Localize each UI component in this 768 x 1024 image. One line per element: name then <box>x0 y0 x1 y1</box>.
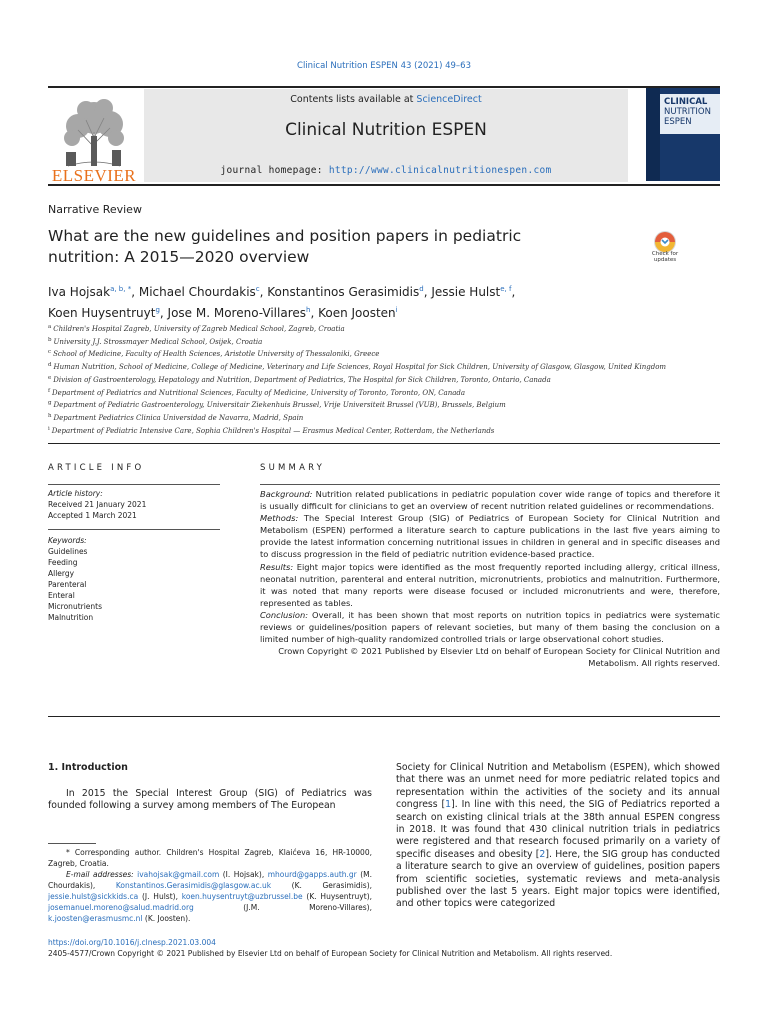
affiliation-item <box>48 322 708 335</box>
affiliation-key: h <box>48 412 52 419</box>
author-name: Jose M. Moreno-Villares <box>167 306 306 320</box>
affiliation-item <box>48 360 708 373</box>
email-owner: (M. Chourdakis), <box>48 870 373 890</box>
affiliation-item <box>48 411 708 424</box>
summary-background <box>260 488 720 512</box>
corresponding-author: * Corresponding author. Children's Hospital Zagreb, Klaićeva 16, HR-10000, Zagreb, Croatia. <box>48 848 372 868</box>
email-link[interactable]: josemanuel.moreno@salud.madrid.org <box>48 903 194 912</box>
affiliation-item <box>48 424 708 437</box>
author-name: Koen Joosten <box>318 306 396 320</box>
keyword-item: Feeding <box>48 558 78 567</box>
author-affiliation-marker[interactable]: c <box>255 285 260 293</box>
author-affiliation-marker[interactable]: d <box>419 285 424 293</box>
email-addresses <box>48 869 372 924</box>
intro-right-part-c: ]. Here, the SIG group has conducted a literature search to give an overview of guidelines, position papers from scientific societies, systematic reviews and meta-analysis published over the last 5 years. Eight major topics were identified, and other topics were categorized <box>396 848 720 910</box>
background-text: Nutrition related publications in pediatric population cover wide range of topics and therefore it is usually difficult for clinicians to get an overview of recent nutrition related guidelines or recommendations. <box>260 489 720 512</box>
author-separator: , <box>259 285 268 299</box>
journal-homepage-line <box>144 165 628 176</box>
affiliation-key: g <box>48 400 52 407</box>
email-link[interactable]: ivahojsak@gmail.com <box>137 870 220 879</box>
article-info-heading: ARTICLE INFO <box>48 463 145 473</box>
author-name: Jessie Hulst <box>431 285 501 299</box>
received-date: Received 21 January 2021 <box>48 500 147 509</box>
affiliation-text: Department Pediatrics Clinica Universidad de Navarra, Madrid, Spain <box>53 413 304 422</box>
journal-homepage-link[interactable]: http://www.clinicalnutritionespen.com <box>328 165 552 176</box>
issn-copyright: 2405-4577/Crown Copyright © 2021 Published by Elsevier Ltd on behalf of European Society for Clinical Nutrition and Metabolism. All rights reserved. <box>48 949 613 958</box>
author-list <box>48 280 648 322</box>
article-info-rule <box>48 484 220 485</box>
author-name: Koen Huysentruyt <box>48 306 156 320</box>
summary-heading: SUMMARY <box>260 463 326 473</box>
header-top-rule <box>48 86 720 88</box>
cover-title-line1: CLINICAL <box>664 97 708 107</box>
keyword-item: Guidelines <box>48 547 88 556</box>
email-owner: (J.M. Moreno-Villares), <box>193 903 372 912</box>
affiliation-key: f <box>48 387 51 394</box>
article-info-top-rule <box>48 443 720 444</box>
history-label: Article history: <box>48 489 103 498</box>
email-owner: (I. Hojsak), <box>219 870 268 879</box>
author-separator: , <box>159 306 168 320</box>
author-affiliation-marker[interactable]: g <box>155 306 160 314</box>
affiliation-text: School of Medicine, Faculty of Health Sciences, Aristotle University of Thessaloniki, Greece <box>53 350 380 359</box>
doi-link[interactable]: https://doi.org/10.1016/j.clnesp.2021.03.004 <box>48 938 216 947</box>
corresponding-author-footnote <box>48 847 372 924</box>
author-separator: , <box>423 285 432 299</box>
email-link[interactable]: jessie.hulst@sickkids.ca <box>48 892 139 901</box>
affiliation-key: c <box>48 349 52 356</box>
email-owner: (K. Joosten). <box>142 914 191 923</box>
affiliation-text: University J.J. Strossmayer Medical School, Osijek, Croatia <box>53 337 263 346</box>
affiliation-text: Department of Pediatric Intensive Care, Sophia Children's Hospital — Erasmus Medical Center, Rotterdam, the Netherlands <box>51 426 495 435</box>
author-affiliation-marker[interactable]: a, b, * <box>110 285 132 293</box>
author-affiliation-marker[interactable]: h <box>306 306 311 314</box>
email-owner: (K. Gerasimidis), <box>271 881 372 890</box>
email-label: E-mail addresses: <box>66 870 134 879</box>
author-name: Konstantinos Gerasimidis <box>267 285 420 299</box>
affiliation-text: Department of Pediatrics and Nutritional Sciences, Faculty of Medicine, University of Toronto, Toronto, ON, Canada <box>52 388 466 397</box>
summary-methods <box>260 512 720 560</box>
keywords-rule <box>48 529 220 530</box>
methods-text: The Special Interest Group (SIG) of Pediatrics of European Society for Clinical Nutrition and Metabolism (ESPEN) performed a literature search to capture publications in the last five years aiming to provide the latest information concerning nutritional issues in children in general and in specific diseases and to discuss progression in the field of pediatric nutrition evidence-based practice. <box>260 513 720 560</box>
background-label: Background: <box>260 489 313 499</box>
article-title: What are the new guidelines and position papers in pediatric nutrition: A 2015—2020 overview <box>48 227 522 266</box>
keyword-item: Enteral <box>48 591 75 600</box>
journal-title: Clinical Nutrition ESPEN <box>285 120 487 140</box>
affiliation-item <box>48 386 708 399</box>
methods-label: Methods: <box>260 513 299 524</box>
article-history <box>48 488 220 521</box>
affiliation-key: i <box>48 425 50 432</box>
reference-link-1[interactable]: 1 <box>445 799 452 811</box>
introduction-heading: 1. Introduction <box>48 762 128 773</box>
author-separator: , <box>310 306 319 320</box>
email-owner: (K. Huysentruyt), <box>302 892 372 901</box>
footnote-rule <box>48 843 96 844</box>
summary-copyright: Crown Copyright © 2021 Published by Elsevier Ltd on behalf of European Society for Clinical Nutrition and Metabolism. All rights reserved. <box>278 646 720 669</box>
conclusion-label: Conclusion: <box>260 609 309 620</box>
email-link[interactable]: koen.huysentruyt@uzbrussel.be <box>181 892 303 901</box>
email-link[interactable]: Konstantinos.Gerasimidis@glasgow.ac.uk <box>115 881 272 890</box>
email-link[interactable]: k.joosten@erasmusmc.nl <box>48 914 143 923</box>
summary-results <box>260 561 720 609</box>
email-owner: (J. Hulst), <box>138 892 182 901</box>
keyword-item: Micronutrients <box>48 602 103 611</box>
journal-reference[interactable]: Clinical Nutrition ESPEN 43 (2021) 49–63 <box>297 61 471 71</box>
author-name: Michael Chourdakis <box>138 285 256 299</box>
sciencedirect-link[interactable]: ScienceDirect <box>416 94 482 105</box>
summary-rule <box>260 484 720 485</box>
cover-title-line3: ESPEN <box>664 117 692 127</box>
affiliation-list <box>48 322 708 436</box>
keywords-label: Keywords: <box>48 536 87 545</box>
keyword-item: Parenteral <box>48 580 87 589</box>
check-for-updates-label[interactable]: Check for updates <box>651 251 679 263</box>
author-affiliation-marker[interactable]: e, f <box>500 285 512 293</box>
cover-title-line2: NUTRITION <box>664 107 711 117</box>
author-affiliation-marker[interactable]: i <box>395 306 398 314</box>
elsevier-wordmark: ELSEVIER <box>51 166 137 185</box>
abstract-bottom-rule <box>48 716 720 717</box>
header-bottom-rule <box>48 184 720 186</box>
author-name: Iva Hojsak <box>48 285 111 299</box>
introduction-right-column <box>396 762 720 911</box>
affiliation-text: Division of Gastroenterology, Hepatology and Nutrition, Department of Pediatrics, The Hospital for Sick Children, Toronto, Ontario, Canada <box>53 375 551 384</box>
article-type: Narrative Review <box>48 203 142 216</box>
accepted-date: Accepted 1 March 2021 <box>48 511 137 520</box>
author-line-2 <box>48 301 648 322</box>
affiliation-key: a <box>48 324 52 330</box>
affiliation-key: d <box>48 362 52 369</box>
affiliation-key: b <box>48 336 52 343</box>
introduction-left-column: In 2015 the Special Interest Group (SIG) of Pediatrics was founded following a survey among members of The European <box>48 788 372 812</box>
affiliation-item <box>48 335 708 348</box>
cover-stripe <box>646 88 660 181</box>
summary-text <box>260 488 720 669</box>
affiliation-text: Children's Hospital Zagreb, University of Zagreb Medical School, Zagreb, Croatia <box>53 325 345 333</box>
affiliation-key: e <box>48 374 52 381</box>
summary-conclusion <box>260 609 720 645</box>
affiliation-text: Human Nutrition, School of Medicine, College of Medicine, Veterinary and Life Sciences, Royal Hospital for Sick Children, University of Glasgow, Glasgow, United Kingdom <box>53 363 667 372</box>
affiliation-text: Department of Pediatric Gastroenterology, Universitair Ziekenhuis Brussel, Vrije Universiteit Brussel (VUB), Brussels, Belgium <box>53 401 506 410</box>
keyword-item: Malnutrition <box>48 613 94 622</box>
affiliation-item <box>48 398 708 411</box>
affiliation-item <box>48 373 708 386</box>
intro-right-part-a: Society for Clinical Nutrition and Metabolism (ESPEN), which showed that there was an unmet need for more pediatric related topics and representation within the activities of the society and its annual congress [ <box>396 762 720 811</box>
contents-prefix: Contents lists available at <box>290 94 417 105</box>
conclusion-text: Overall, it has been shown that most reports on nutrition topics in pediatrics were systematic reviews or guidelines/position papers of relevant societies, but many of them basing the conclusion on a limited number of high-quality randomized controlled trials or large observational cohort studies. <box>260 609 720 645</box>
author-separator: , <box>131 285 139 299</box>
journal-cover-thumbnail[interactable] <box>646 88 720 181</box>
email-link[interactable]: mhourd@gapps.auth.gr <box>267 870 357 879</box>
author-separator: , <box>511 285 516 299</box>
homepage-prefix: journal homepage: <box>220 165 329 176</box>
results-text: Eight major topics were identified as the most frequently reported including allergy, critical illness, neonatal nutrition, parenteral and enteral nutrition, micronutrients, probiotics and malnutrition. Furthermore, it was noted that many reports were disease focused or included micronutrients and were, therefore, represented as tables. <box>260 561 720 608</box>
reference-link-2[interactable]: 2 <box>539 848 546 860</box>
intro-right-part-b: ]. In line with this need, the SIG of Pediatrics reported a search on existing clinical trials at the 38th annual ESPEN congress in 2018. It was found that 430 clinical nutrition trials in pediatrics were registered and that research focused primarily on a variety of specific diseases and obesity [ <box>396 799 721 860</box>
keywords-block <box>48 535 220 623</box>
keyword-item: Allergy <box>48 569 75 578</box>
contents-available-line <box>144 94 628 105</box>
results-label: Results: <box>260 561 294 572</box>
affiliation-item <box>48 347 708 360</box>
author-line-1 <box>48 280 648 301</box>
keywords-list <box>48 546 220 623</box>
